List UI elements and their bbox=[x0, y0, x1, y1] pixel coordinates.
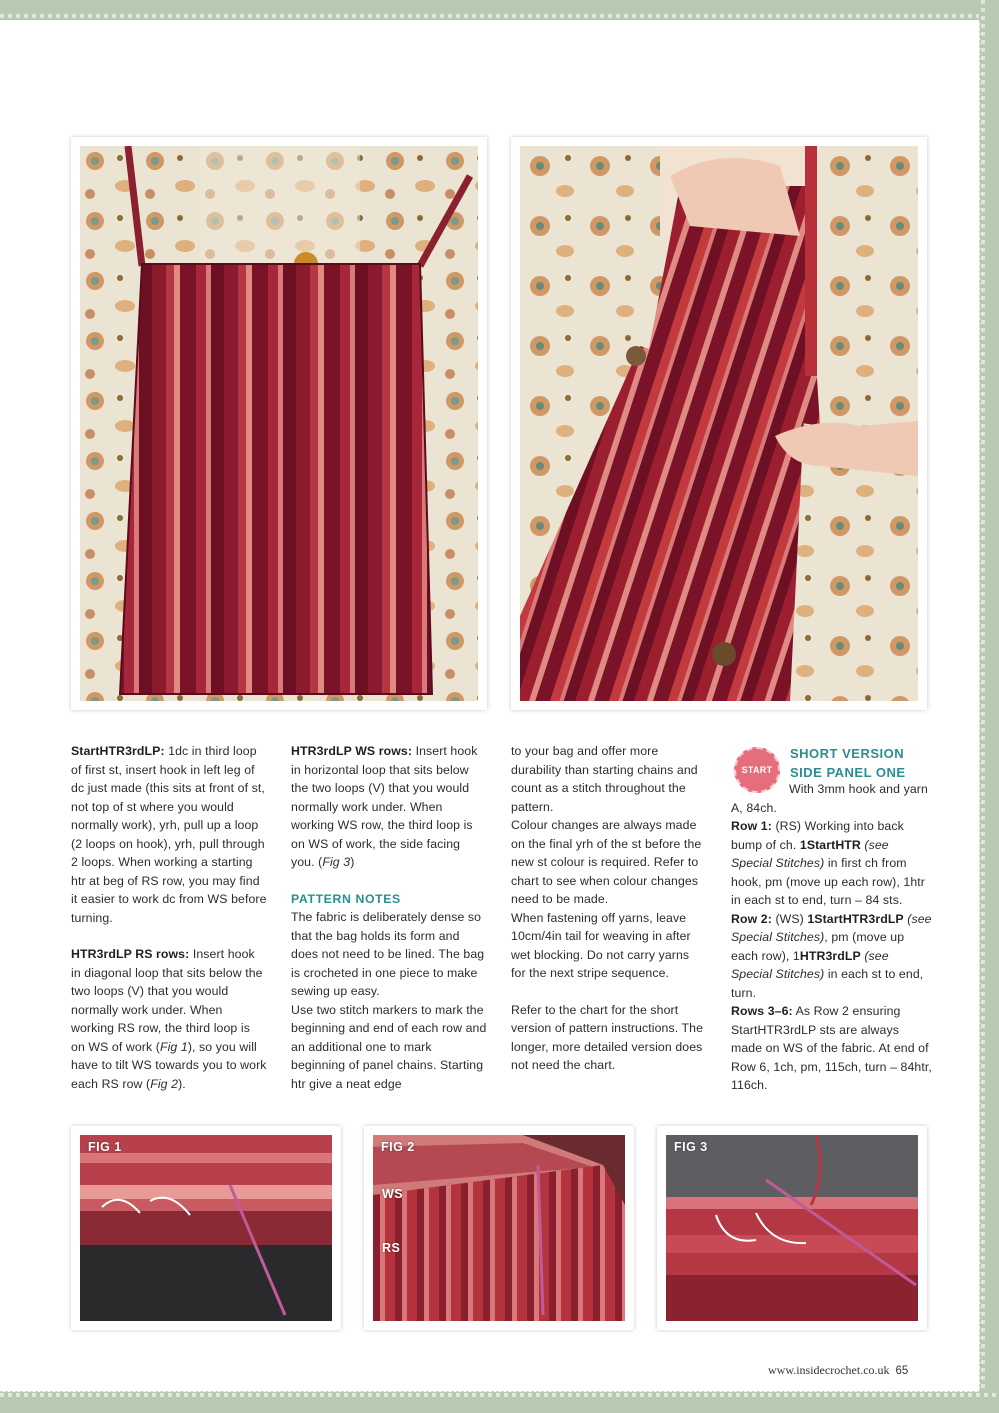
fig1-label: FIG 1 bbox=[88, 1140, 122, 1154]
pattern-notes-text: The fabric is deliberately dense so that the bag holds its form and does not need to be lined. The bag is crocheted in one piece to make sewing up easy. bbox=[291, 910, 485, 998]
row2-term: Row 2: bbox=[731, 911, 772, 926]
bag-front-photo bbox=[71, 137, 487, 710]
fig3-label: FIG 3 bbox=[674, 1140, 708, 1154]
column-1 bbox=[71, 742, 267, 1093]
starthtr3rdlp-paragraph bbox=[71, 742, 267, 927]
column-2 bbox=[291, 742, 487, 1093]
chart-note: Refer to the chart for the short version of pattern instructions. The longer, more detailed version does not need the chart. bbox=[511, 1002, 704, 1072]
short-version-intro: With 3mm hook and yarn A, 84ch. bbox=[731, 782, 928, 815]
bag-side-photo bbox=[511, 137, 927, 710]
row2-stitch-2: HTR3rdLP bbox=[799, 948, 861, 963]
row1-term: Row 1: bbox=[731, 819, 772, 833]
page-border-top bbox=[0, 0, 999, 20]
row1-text-a: (RS) Working into back bump of ch. bbox=[731, 819, 904, 852]
rows3-6-term: Rows 3–6: bbox=[731, 1004, 793, 1018]
colour-changes-note: Colour changes are always made on the final yrh of the st before the new st colour is required. Refer to chart to see when colour changes need to be made. bbox=[511, 818, 702, 906]
htr3rdlp-ws-paragraph bbox=[291, 742, 487, 872]
website-url: www.insidecrochet.co.uk bbox=[768, 1363, 890, 1377]
row2-text-g: in each st to end, turn. bbox=[731, 967, 924, 1000]
row1-see: (see Special Stitches) bbox=[731, 837, 889, 870]
short-version-heading bbox=[790, 744, 940, 782]
fig2-rs-label: RS bbox=[382, 1241, 401, 1255]
htr3rdlp-ws-term: HTR3rdLP WS rows: bbox=[291, 744, 413, 758]
start-badge: START bbox=[734, 747, 780, 793]
htr3rdlp-rs-text-c: ). bbox=[178, 1076, 186, 1091]
notes-continued: to your bag and offer more durability than starting chains and count as a stitch throughout the pattern. bbox=[511, 744, 698, 814]
fig2-photo bbox=[364, 1126, 634, 1330]
row1-instruction bbox=[731, 817, 933, 910]
page-footer bbox=[768, 1363, 908, 1378]
fig3-ref: Fig 3 bbox=[322, 855, 351, 869]
row2-text-d: , pm (move up each row), 1 bbox=[731, 930, 905, 963]
rows3-6-instruction bbox=[731, 1002, 933, 1095]
htr3rdlp-rs-paragraph bbox=[71, 945, 267, 1093]
page-border-right bbox=[979, 0, 999, 1413]
starthtr3rdlp-term: StartHTR3rdLP: bbox=[71, 744, 165, 758]
starthtr3rdlp-text: 1dc in third loop of first st, insert hook in left leg of dc just made (this sits at front of st, not top of st where you would normally work), yrh, pull up a loop (2 loops on hook), yrh, pull through 2 loops. When working a starting htr at beg of RS row, you may find it easier to work dc from WS before turning. bbox=[71, 744, 267, 925]
column-4 bbox=[731, 780, 933, 1095]
fig1-photo bbox=[71, 1126, 341, 1330]
fig2-ws-label: WS bbox=[382, 1187, 404, 1201]
htr3rdlp-ws-text-b: ) bbox=[350, 855, 355, 869]
row2-stitch: 1StartHTR3rdLP bbox=[807, 911, 904, 926]
row2-text-a: (WS) bbox=[771, 911, 808, 926]
pattern-notes-heading: PATTERN NOTES bbox=[291, 891, 401, 906]
fig3-photo bbox=[657, 1126, 927, 1330]
htr3rdlp-rs-text-a: Insert hook in diagonal loop that sits below the two loops (V) that you would normally work under. When working RS row, the third loop is on WS of work ( bbox=[71, 947, 263, 1054]
row1-text-d: in first ch from hook, pm (move up each row), 1htr in each st to end, turn – 84 sts. bbox=[731, 856, 925, 907]
row2-instruction bbox=[731, 910, 933, 1003]
page-number: 65 bbox=[895, 1365, 909, 1377]
fig1-ref: Fig 1 bbox=[159, 1039, 188, 1054]
htr3rdlp-rs-term: HTR3rdLP RS rows: bbox=[71, 947, 190, 961]
fastening-off-note: When fastening off yarns, leave 10cm/4in tail for weaving in after wet blocking. Do not carry yarns for the next stripe sequence. bbox=[511, 910, 691, 980]
pattern-notes-text-2: Use two stitch markers to mark the beginning and end of each row and an additional one to mark beginning of panel chains. Starting htr give a neat edge bbox=[291, 1002, 487, 1091]
htr3rdlp-rs-text-b: ), so you will have to tilt WS towards you to work each RS row ( bbox=[71, 1039, 267, 1091]
row1-stitch: 1StartHTR bbox=[799, 837, 861, 852]
row2-see-2: (see Special Stitches) bbox=[731, 948, 889, 981]
row2-see-1: (see Special Stitches) bbox=[731, 911, 932, 944]
rows3-6-text: As Row 2 ensuring StartHTR3rdLP sts are always made on WS of the fabric. At end of Row 6, 1ch, pm, 115ch, turn – 84htr, 116ch. bbox=[731, 1004, 932, 1092]
short-version-heading-line1: SHORT VERSION bbox=[790, 746, 905, 761]
fig2-ref: Fig 2 bbox=[150, 1076, 179, 1091]
page-border-bottom bbox=[0, 1391, 999, 1413]
column-3 bbox=[511, 742, 707, 1075]
htr3rdlp-ws-text-a: Insert hook in horizontal loop that sits below the two loops (V) that you would normally work under. When working WS row, the third loop is on WS of work, the side facing you. ( bbox=[291, 744, 478, 869]
fig2-label: FIG 2 bbox=[381, 1140, 415, 1154]
short-version-heading-line2: SIDE PANEL ONE bbox=[790, 765, 906, 780]
